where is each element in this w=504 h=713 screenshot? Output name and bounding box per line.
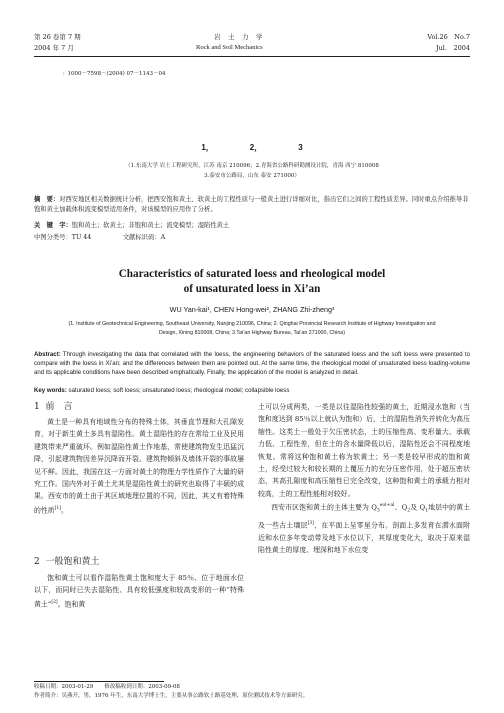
- authors-cn: 1， 2， 3: [201, 143, 303, 152]
- abstract-cn-text: 对西安地区相关数据统计分析，把西安饱和黄土、软黄土的工程性质与一般黄土进行详细对比，指出它们之间的工程性质差异。同时重点介绍推导非饱和黄土加载体积流变模型适用条件，对该模型的应用作了分析。: [34, 196, 469, 213]
- p2-text-d: 地层中的黄土及一些古土壤层: [258, 503, 470, 530]
- keywords-en-text: saturated loess; soft loess; unsaturated loess; rheological model; collapsible loess: [66, 387, 290, 394]
- p2-text-e: ，在平面上呈零星分布。剖面上多发育在潜水面附近和水位多年变动带及地下水位以下，其厚度变化大，取决于原来湿陷性黄土的厚度、埋深和地下水位变: [258, 521, 471, 555]
- p2-text-a: 西安市区饱和黄土的主体主要为 Q: [271, 503, 377, 512]
- abstract-en-label: Abstract:: [34, 351, 61, 358]
- p2-text-c: 及 Q: [410, 503, 426, 512]
- section2-body: [34, 572, 244, 611]
- affiliation-cn-line1: （1.东南大学 岩土工程研究所，江苏 南京 210096；2.青海省公路科研勘测设计院，青海 西宁 810008: [125, 163, 379, 169]
- affiliation-en-line2: Design, Xining 810008, China; 3.Tai’an Highway Bureau, Tai’an 271000, China): [158, 330, 345, 336]
- abstract-en-text: Through investigating the data that correlated with the loess, the engineering behaviors of the saturated loess and the soft loess were presented to compare with the loess in Xi’an; and the differences between them are pointed out. At the same time, the rheological model of unsaturated loess loading-volume and its applicable conditions have been described emphatically. Finally, the application of the model is analyzed in detail.: [34, 351, 470, 377]
- p2-sup-a: eol+al: [379, 503, 395, 509]
- section1-end: 。: [61, 506, 68, 515]
- keywords-cn-text: 饱和黄土；软黄土；非饱和黄土；流变模型；湿陷性黄土: [71, 222, 230, 229]
- keywords-cn: [34, 221, 470, 231]
- header-date-cn: 2004 年 7 月: [34, 44, 74, 52]
- clc-line: 中图分类号：TU 44 文献标识码：A: [34, 234, 166, 241]
- right-column-paragraph-2: [258, 500, 470, 557]
- p2-sub-a: 3: [376, 508, 380, 514]
- header-journal-en: Rock and Soil Mechanics: [196, 44, 263, 51]
- footnote-received: 收稿日期：2003-01-29 修改稿收到日期：2003-09-08: [34, 684, 180, 690]
- abstract-cn: [34, 195, 470, 214]
- header-volume-en: Vol.26 No.7: [427, 33, 470, 41]
- p2-text-b: 、Q: [394, 503, 408, 512]
- section2-end: 。饱和黄: [57, 600, 86, 609]
- affiliation-cn-line2: 3.泰安市公路局，山东 泰安 271000）: [204, 173, 300, 179]
- keywords-en: [34, 386, 470, 395]
- p2-sub-c: 1: [425, 508, 429, 514]
- article-number: ：1000－7598－(2004) 07－1143－04: [62, 71, 166, 77]
- keywords-cn-label: 关 键 字：: [34, 222, 72, 229]
- right-column-body: [258, 401, 470, 557]
- right-column-paragraph-1: 土可以分成两类，一类是以往湿陷性较强的黄土，近期浸水饱和（当饱和度达到 85％以上就认为饱和）后，土的湿陷性消失并转化为高压缩性。这类土一般处于欠压密状态，土的压缩性高、变形量大、承载力低、工程性差，但在土的含水量降低以后，湿陷性还会不同程度地恢复。常将这种饱和黄土称为软黄土；另一类是较早形成的饱和黄土，经受过较大和较长期的上覆压力的充分压密作用，处于超压密状态，其高孔隙度和高压缩性已完全改变，这种饱和黄土的承载力相对较高，土的工程性能相对较好。: [258, 403, 470, 498]
- footnote-bio: 作者简介：吴燕开，男，1976 年生，东南大学博士生，主要从事公路软土路基处理、原位测试技术等方面研究。: [34, 693, 309, 699]
- p2-sub-b: 2: [407, 508, 411, 514]
- section1-number: 1: [34, 402, 40, 412]
- section2-ref: [2]: [51, 599, 58, 605]
- section2-heading: [34, 556, 99, 568]
- title-en-line2: of unsaturated loess in Xi’an: [183, 283, 321, 295]
- section1-paragraph: 黄土是一种具有地域性分布的特殊土体，其垂直节理和大孔隙发育，对于新生黄土多具有湿陷性。黄土湿陷性的存在常给工业及民用建筑带来严重破坏。例如湿陷性黄土作地基，常使建筑物发生迅猛沉降，引起建筑物因差异沉降而开裂。建筑物倾斜及墙体开裂的事故屡见不鲜。因此，我国在这一方面对黄土的物理力学性质作了大量的研究工作。国内外对于黄土尤其是湿陷性黄土的研究也取得了丰硕的成果。西安市的黄土由于其区域地理位置的不同，因此，其又有着特殊的性质: [34, 418, 244, 515]
- header-date-en: Jul. 2004: [436, 44, 470, 52]
- section1-body: [34, 416, 244, 517]
- p2-ref: [3]: [307, 521, 315, 527]
- header-rule: [34, 56, 470, 57]
- footnote-rule: [34, 681, 164, 682]
- section1-ref: [1]: [54, 505, 62, 511]
- affiliation-en-line1: (1. Institute of Geotechnical Engineering, Southeast University, Nanjing 210096, China; 2. Qinghai Provincial Research Institute of Highway Investigation and: [68, 321, 436, 327]
- section1-title: 前 言: [45, 402, 73, 412]
- authors-en: WU Yan-kai¹, CHEN Hong-wei², ZHANG Zhi-zheng³: [169, 305, 335, 314]
- keywords-en-label: Key words:: [34, 387, 67, 394]
- section2-title: 一般饱和黄土: [45, 557, 100, 567]
- section1-heading: [34, 401, 72, 413]
- abstract-en: [34, 350, 470, 378]
- abstract-cn-label: 摘 要：: [34, 196, 60, 203]
- title-en-line1: Characteristics of saturated loess and rheological model: [118, 268, 386, 280]
- header-volume-cn: 第 26 卷第 7 期: [34, 33, 81, 41]
- section2-number: 2: [34, 557, 40, 567]
- header-journal-cn: 岩 土 力 学: [214, 33, 263, 41]
- section2-paragraph: 饱和黄土可以看作湿陷性黄土饱和度大于 85％、位于地面水位以下，而同时已失去湿陷性、具有较低强度和较高变形的一种“特殊黄土”: [34, 574, 244, 609]
